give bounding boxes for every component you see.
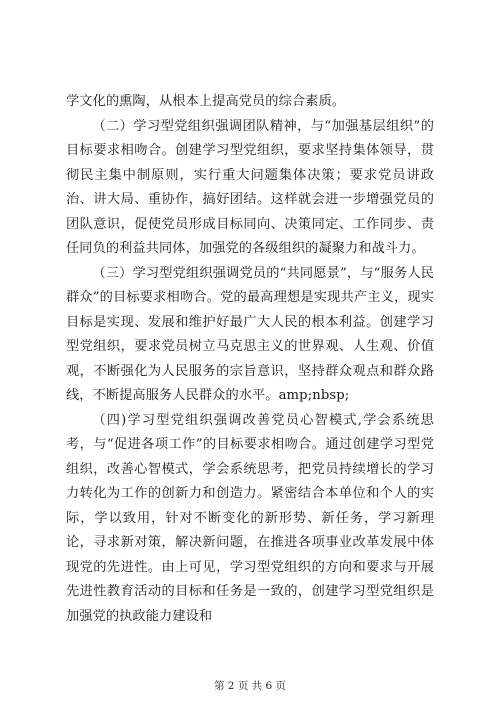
page-number-footer: 第 2 页 共 6 页 — [213, 680, 287, 692]
paragraph-section-4: （四)学习型党组织强调改善党员心智模式,学会系统思考，与“促进各项工作”的目标要求相吻合。通过创建学习型党组织，改善心智模式，学会系统思考，把党员持续增长的学习力转化为工作的创新力和创造力。紧密结合本单位和个人的实际，学以致用，针对不断变化的新形势、新任务，学习新理论，寻求新对策，解决新问题，在推进各项事业改革发展中体现党的先进性。由上可见，学习型党组织的方向和要求与开展先进性教育活动的目标和任务是一致的，创建学习型党组织是加强党的执政能力建设和 — [66, 412, 434, 624]
paragraph-section-3: （三）学习型党组织强调党员的“共同愿景”，与“服务人民群众”的目标要求相吻合。党的最高理想是实现共产主义，现实目标是实现、发展和维护好最广大人民的根本利益。创建学习型党组织，要求党员树立马克思主义的世界观、人生观、价值观，不断强化为人民服务的宗旨意识，坚持群众观点和群众路线，不断提高服务人民群众的水平。amp;nbsp; — [66, 265, 434, 403]
paragraph-continuation: 学文化的熏陶，从根本上提高党员的综合素质。 — [66, 94, 346, 109]
paragraph-section-2: （二）学习型党组织强调团队精神，与“加强基层组织”的目标要求相吻合。创建学习型党组织，要求坚持集体领导，贯彻民主集中制原则，实行重大问题集体决策；要求党员讲政治、讲大局、重协作，搞好团结。这样就会进一步增强党员的团队意识，促使党员形成目标同向、决策同定、工作同步、责任同负的利益共同体，加强党的各级组织的凝聚力和战斗力。 — [66, 118, 434, 256]
document-body — [66, 90, 434, 629]
